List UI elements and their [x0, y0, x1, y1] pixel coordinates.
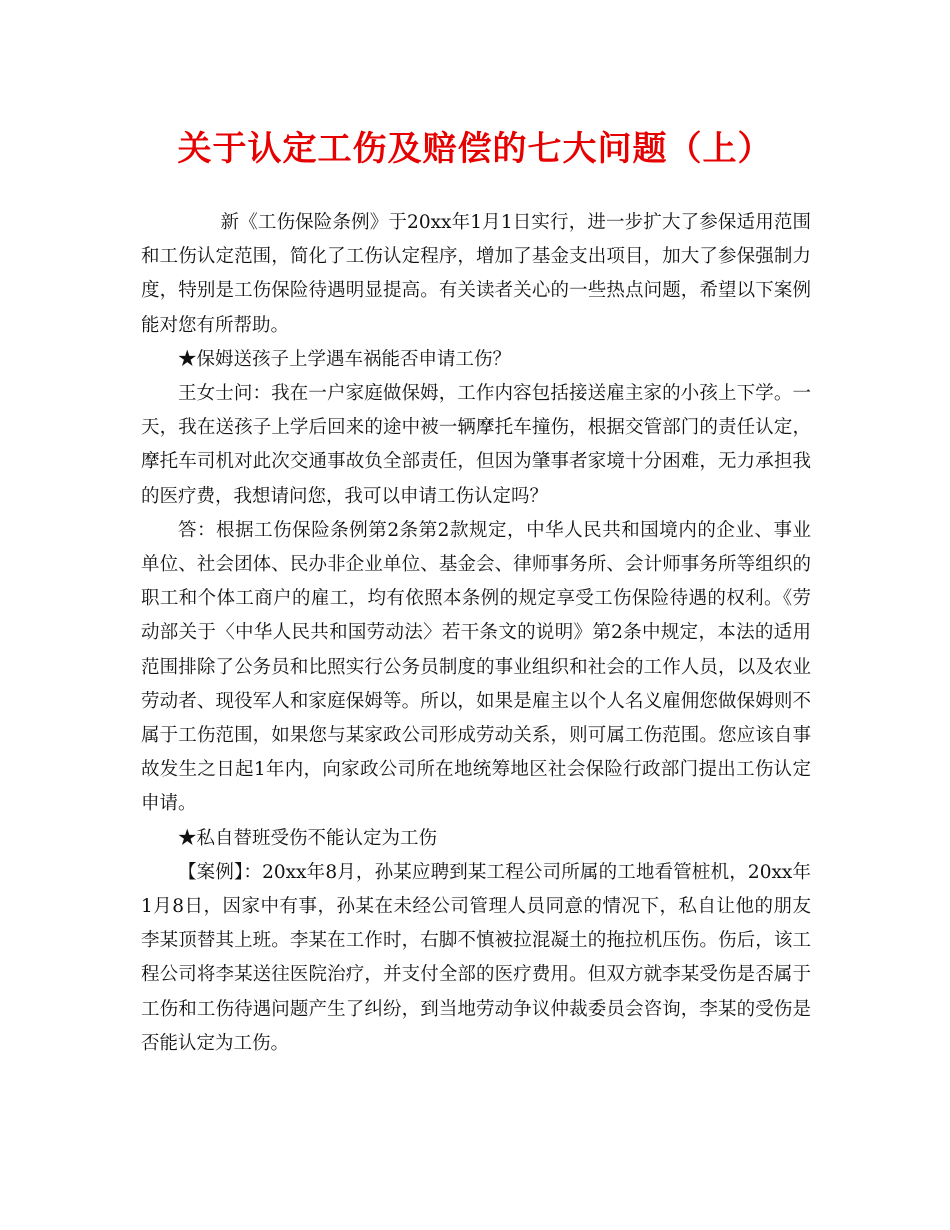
document-body	[141, 206, 811, 1061]
question-paragraph: 王女士问：我在一户家庭做保姆，工作内容包括接送雇主家的小孩上下学。一天，我在送孩子上学后回来的途中被一辆摩托车撞伤，根据交管部门的责任认定，摩托车司机对此次交通事故负全部责任，但因为肇事者家境十分困难，无力承担我的医疗费，我想请问您，我可以申请工伤认定吗？	[141, 383, 811, 507]
section-heading-substitute: ★私自替班受伤不能认定为工伤	[178, 827, 438, 849]
answer-paragraph: 答：根据工伤保险条例第2条第2款规定，中华人民共和国境内的企业、事业单位、社会团体、民办非企业单位、基金会、律师事务所、会计师事务所等组织的职工和个体工商户的雇工，均有依照本条例的规定享受工伤保险待遇的权利。《劳动部关于〈中华人民共和国劳动法〉若干条文的说明》第2条中规定，本法的适用范围排除了公务员和比照实行公务员制度的事业组织和社会的工作人员，以及农业劳动者、现役军人和家庭保姆等。所以，如果是雇主以个人名义雇佣您做保姆则不属于工伤范围，如果您与某家政公司形成劳动关系，则可属工伤范围。您应该自事故发生之日起1年内，向家政公司所在地统筹地区社会保险行政部门提出工伤认定申请。	[141, 519, 811, 815]
case-paragraph: 【案例】：20xx年8月，孙某应聘到某工程公司所属的工地看管桩机，20xx年1月8日，因家中有事，孙某在未经公司管理人员同意的情况下，私自让他的朋友李某顶替其上班。李某在工作时，右脚不慎被拉混凝土的拖拉机压伤。伤后，该工程公司将李某送往医院治疗，并支付全部的医疗费用。但双方就李某受伤是否属于工伤和工伤待遇问题产生了纠纷，到当地劳动争议仲裁委员会咨询，李某的受伤是否能认定为工伤。	[141, 861, 811, 1054]
intro-paragraph: 新《工伤保险条例》于20xx年1月1日实行，进一步扩大了参保适用范围和工伤认定范围，简化了工伤认定程序，增加了基金支出项目，加大了参保强制力度，特别是工伤保险待遇明显提高。有关读者关心的一些热点问题，希望以下案例能对您有所帮助。	[141, 212, 811, 336]
page-title: 关于认定工伤及赔偿的七大问题（上）	[177, 129, 773, 169]
section-heading-nanny: ★保姆送孩子上学遇车祸能否申请工伤？	[178, 348, 512, 370]
